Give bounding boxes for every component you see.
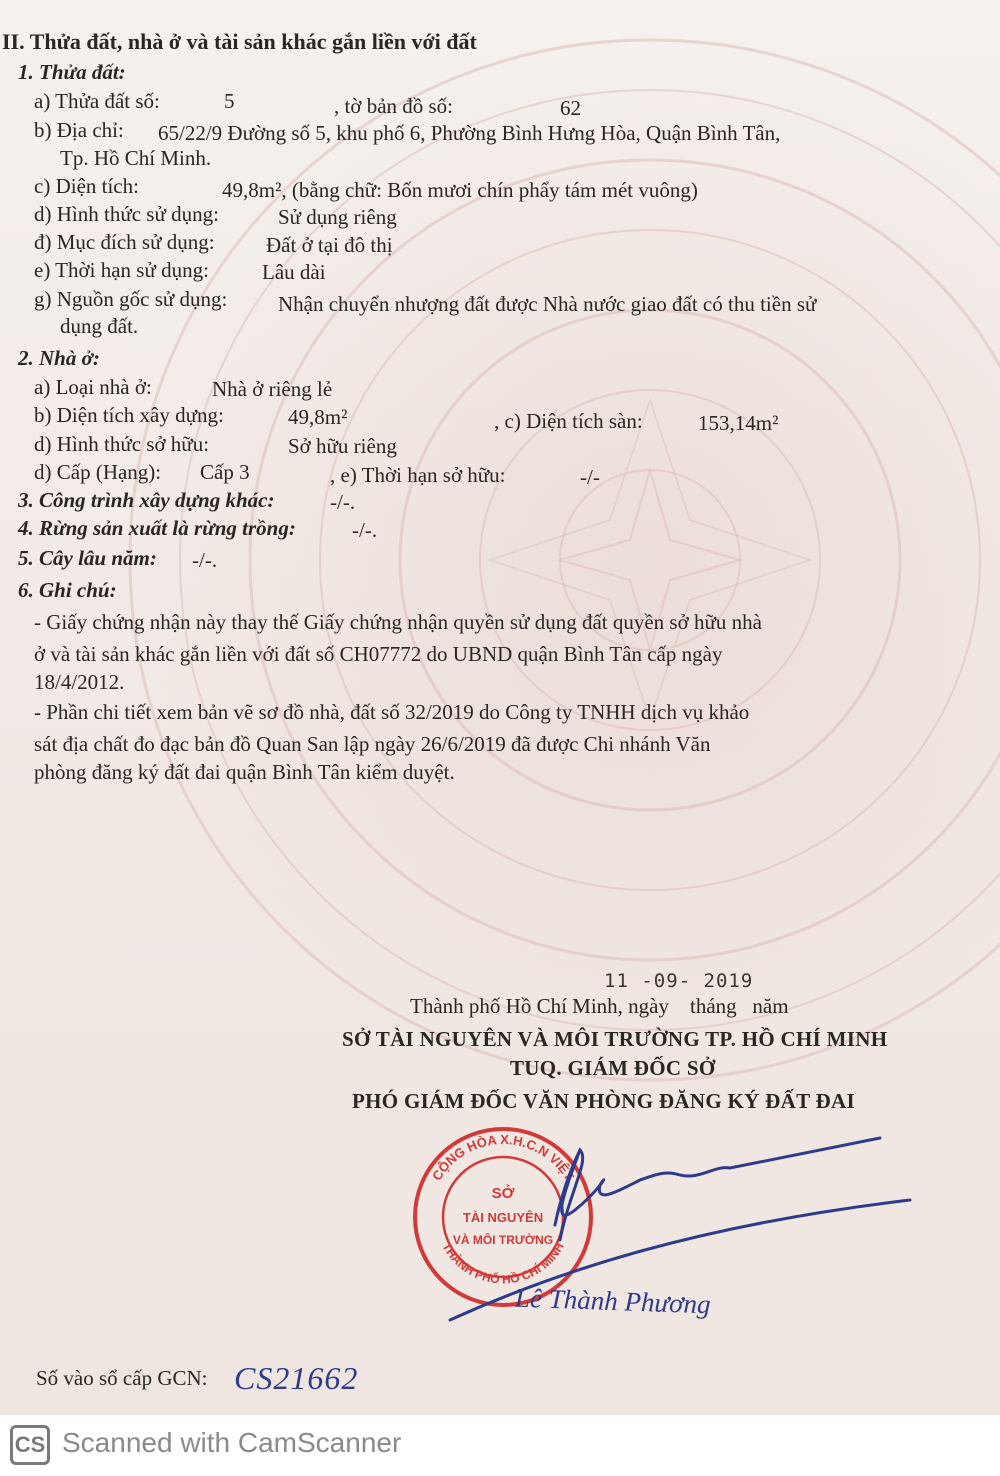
origin-line-1: Nhận chuyển nhượng đất được Nhà nước giao đất có thu tiền sử: [278, 292, 817, 316]
build-area-label: b) Diện tích xây dựng:: [34, 403, 224, 427]
use-form-value: Sử dụng riêng: [278, 205, 397, 229]
notes-heading: 6. Ghi chú:: [18, 578, 117, 602]
lot-value: 5: [224, 89, 235, 113]
purpose-label: đ) Mục đích sử dụng:: [34, 230, 215, 254]
area-label: c) Diện tích:: [34, 174, 139, 198]
house-type-value: Nhà ở riêng lẻ: [212, 377, 333, 401]
gcn-number: CS21662: [234, 1360, 359, 1396]
house-heading: 2. Nhà ở:: [18, 346, 100, 370]
address-label: b) Địa chỉ:: [34, 118, 124, 142]
svg-text:CỘNG HÒA X.H.C.N VIỆT: CỘNG HÒA X.H.C.N VIỆT: [428, 1131, 578, 1184]
department-title: SỞ TÀI NGUYÊN VÀ MÔI TRƯỜNG TP. HỒ CHÍ MINH: [342, 1027, 888, 1051]
address-line-2: Tp. Hồ Chí Minh.: [60, 146, 212, 170]
note-line-5: sát địa chất đo đạc bản đồ Quan San lập ngày 26/6/2019 đã được Chi nhánh Văn: [34, 732, 711, 756]
address-line-1: 65/22/9 Đường số 5, khu phố 6, Phường Bình Hưng Hòa, Quận Bình Tân,: [158, 121, 781, 145]
ownership-value: Sở hữu riêng: [288, 434, 397, 458]
section-title: II. Thửa đất, nhà ở và tài sản khác gắn liền với đất: [2, 29, 477, 54]
note-line-6: phòng đăng ký đất đai quận Bình Tân kiểm duyệt.: [34, 760, 455, 784]
term-label: e) Thời hạn sử dụng:: [34, 258, 209, 282]
svg-text:TÀI NGUYÊN: TÀI NGUYÊN: [462, 1210, 544, 1225]
camscanner-footer: [0, 1415, 1000, 1476]
svg-text:SỞ: SỞ: [491, 1185, 515, 1202]
note-line-1: - Giấy chứng nhận này thay thế Giấy chứng nhận quyền sử dụng đất quyền sở hữu nhà: [34, 610, 762, 634]
origin-line-2: dụng đất.: [60, 314, 139, 338]
other-works-heading: 3. Công trình xây dựng khác:: [18, 488, 275, 512]
floor-area-value: 153,14m²: [698, 411, 779, 435]
house-type-label: a) Loại nhà ở:: [34, 375, 152, 399]
use-form-label: d) Hình thức sử dụng:: [34, 202, 219, 226]
note-line-4: - Phần chi tiết xem bản vẽ sơ đồ nhà, đất số 32/2019 do Công ty TNHH dịch vụ khảo: [34, 700, 750, 724]
origin-label: g) Nguồn gốc sử dụng:: [34, 287, 228, 311]
trees-heading: 5. Cây lâu năm:: [18, 546, 157, 570]
ownership-label: d) Hình thức sở hữu:: [34, 432, 210, 456]
build-area-value: 49,8m²: [288, 405, 348, 429]
svg-text:THÀNH PHỐ HỒ CHÍ MINH: THÀNH PHỐ HỒ CHÍ MINH: [439, 1240, 567, 1287]
land-heading: 1. Thửa đất:: [18, 60, 126, 84]
grade-label: d) Cấp (Hạng):: [34, 460, 162, 484]
floor-area-label: , c) Diện tích sàn:: [494, 409, 643, 433]
camscanner-label: Scanned with CamScanner: [62, 1427, 402, 1458]
forest-heading: 4. Rừng sản xuất là rừng trồng:: [18, 516, 296, 540]
note-line-2: ở và tài sản khác gắn liền với đất số CH07772 do UBND quận Bình Tân cấp ngày: [34, 642, 723, 666]
gcn-label: Số vào sổ cấp GCN:: [36, 1366, 208, 1390]
lot-label: a) Thửa đất số:: [34, 89, 160, 113]
place-date: Thành phố Hồ Chí Minh, ngày tháng năm: [410, 994, 789, 1018]
grade-value: Cấp 3: [200, 460, 250, 484]
note-line-3: 18/4/2012.: [34, 670, 125, 694]
handwritten-date: 11 -09- 2019: [604, 970, 754, 992]
signer-name: Lê Thành Phương: [514, 1282, 712, 1320]
purpose-value: Đất ở tại đô thị: [266, 233, 393, 257]
term-value: Lâu dài: [262, 260, 326, 284]
camscanner-logo-icon: CS: [10, 1425, 50, 1465]
office-title: PHÓ GIÁM ĐỐC VĂN PHÒNG ĐĂNG KÝ ĐẤT ĐAI: [352, 1089, 855, 1113]
map-label: , tờ bản đồ số:: [334, 94, 454, 118]
svg-text:VÀ MÔI TRƯỜNG: VÀ MÔI TRƯỜNG: [452, 1233, 554, 1247]
map-value: 62: [560, 96, 581, 120]
own-term-value: -/-: [580, 465, 600, 489]
other-works-value: -/-.: [330, 490, 356, 514]
trees-value: -/-.: [192, 548, 218, 572]
forest-value: -/-.: [352, 518, 378, 542]
area-value: 49,8m², (bằng chữ: Bốn mươi chín phẩy tám mét vuông): [222, 178, 698, 202]
proxy-title: TUQ. GIÁM ĐỐC SỞ: [510, 1056, 716, 1080]
own-term-label: , e) Thời hạn sở hữu:: [330, 463, 506, 487]
